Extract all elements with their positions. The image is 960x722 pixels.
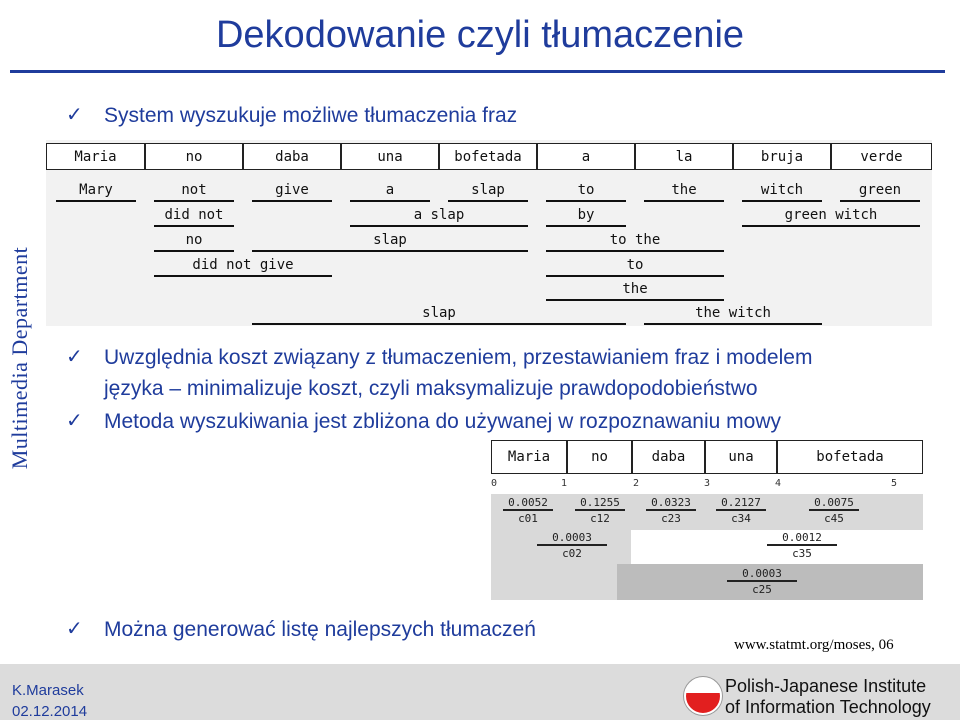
source-word: bofetada <box>439 143 537 170</box>
translation-option: witch <box>742 182 822 202</box>
hypothesis-box: 0.0003 c25 <box>721 567 803 597</box>
translation-option: slap <box>252 232 528 252</box>
source-word: daba <box>632 440 705 474</box>
translation-option: a <box>350 182 430 202</box>
source-word: bofetada <box>777 440 923 474</box>
bullet-text: Metoda wyszukiwania jest zbliżona do używanej w rozpoznawaniu mowy <box>104 410 781 433</box>
institute-logo-icon <box>684 677 722 715</box>
source-word: una <box>341 143 439 170</box>
translation-option: slap <box>448 182 528 202</box>
hypothesis-box: 0.1255 c12 <box>569 496 631 526</box>
translation-option: did not give <box>154 257 332 277</box>
page-title: Dekodowanie czyli tłumaczenie <box>215 14 745 56</box>
source-word: no <box>567 440 632 474</box>
check-icon: ✓ <box>66 346 83 368</box>
source-word: Maria <box>46 143 145 170</box>
position-number: 0 <box>491 478 498 489</box>
bullet-text: System wyszukuje możliwe tłumaczenia fraz <box>104 104 518 127</box>
translation-option: Mary <box>56 182 136 202</box>
source-word: Maria <box>491 440 567 474</box>
translation-option: to <box>546 182 626 202</box>
bullet-text: języka – minimalizuje koszt, czyli maksymalizuje prawdopodobieństwo <box>104 377 758 400</box>
position-number: 2 <box>633 478 640 489</box>
translation-option: to <box>546 257 724 277</box>
translation-option: did not <box>154 207 234 227</box>
translation-option: give <box>252 182 332 202</box>
check-icon: ✓ <box>66 410 83 432</box>
translation-option: not <box>154 182 234 202</box>
translation-option: the <box>546 281 724 301</box>
translation-option: slap <box>252 305 626 325</box>
bullet-text: Można generować listę najlepszych tłumaczeń <box>104 618 536 641</box>
translation-option: the witch <box>644 305 822 325</box>
footer-date: 02.12.2014 <box>12 703 88 720</box>
hypothesis-box: 0.0075 c45 <box>803 496 865 526</box>
source-word: no <box>145 143 243 170</box>
source-word: la <box>635 143 733 170</box>
hypothesis-box: 0.2127 c34 <box>710 496 772 526</box>
position-number: 5 <box>891 478 898 489</box>
source-word: una <box>705 440 777 474</box>
footer-author-block <box>12 680 87 722</box>
hypothesis-box: 0.0323 c23 <box>640 496 702 526</box>
decoding-figure <box>491 440 923 600</box>
translation-options-figure <box>46 140 932 326</box>
title-divider <box>10 70 945 73</box>
hypothesis-box: 0.0052 c01 <box>497 496 559 526</box>
hypothesis-box: 0.0012 c35 <box>761 531 843 561</box>
footer-author: K.Marasek <box>12 682 84 699</box>
check-icon: ✓ <box>66 104 83 126</box>
hypothesis-box: 0.0003 c02 <box>531 531 613 561</box>
position-number: 1 <box>561 478 568 489</box>
source-url: www.statmt.org/moses, 06 <box>734 637 894 653</box>
position-number: 3 <box>704 478 711 489</box>
translation-option: a slap <box>350 207 528 227</box>
translation-option: by <box>546 207 626 227</box>
source-word: bruja <box>733 143 831 170</box>
source-word: a <box>537 143 635 170</box>
translation-option: to the <box>546 232 724 252</box>
bullet-text: Uwzględnia koszt związany z tłumaczeniem, przestawianiem fraz i modelem <box>104 346 813 369</box>
institute-name: Polish-Japanese Institute of Information Technology <box>725 676 931 717</box>
position-number: 4 <box>775 478 782 489</box>
translation-option: green <box>840 182 920 202</box>
source-word: verde <box>831 143 932 170</box>
translation-option: no <box>154 232 234 252</box>
sidebar-label: Multimedia Department <box>7 246 32 470</box>
check-icon: ✓ <box>66 618 83 640</box>
translation-option: green witch <box>742 207 920 227</box>
source-word: daba <box>243 143 341 170</box>
translation-option: the <box>644 182 724 202</box>
